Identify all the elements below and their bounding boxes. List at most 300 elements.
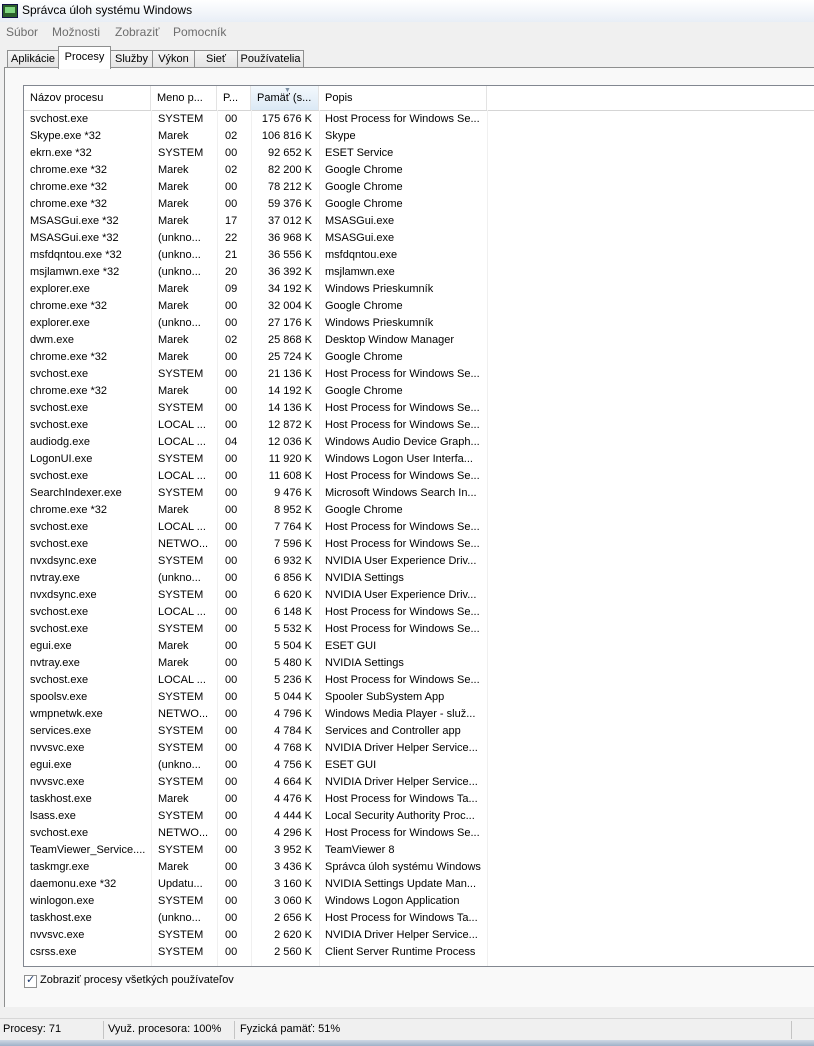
cell-description: Desktop Window Manager: [325, 334, 455, 346]
cell-memory: 175 676 K: [261, 113, 312, 125]
cell-cpu: 00: [225, 895, 238, 907]
table-row[interactable]: [24, 536, 814, 553]
cell-description: Host Process for Windows Se...: [325, 419, 480, 431]
cell-description: Microsoft Windows Search In...: [325, 487, 477, 499]
cell-process-name: chrome.exe *32: [30, 504, 108, 516]
column-header-label: Popis: [325, 92, 353, 104]
table-row[interactable]: [24, 451, 814, 468]
table-row[interactable]: [24, 587, 814, 604]
cell-user-name: Marek: [158, 283, 189, 295]
cell-user-name: Marek: [158, 504, 189, 516]
menu-options[interactable]: Možnosti: [52, 25, 101, 39]
column-header-label: P...: [223, 92, 239, 104]
cell-memory: 14 136 K: [267, 402, 312, 414]
cell-cpu: 00: [225, 623, 238, 635]
cell-process-name: ekrn.exe *32: [30, 147, 92, 159]
cell-user-name: SYSTEM: [158, 555, 204, 567]
table-row[interactable]: [24, 638, 814, 655]
status-divider: [103, 1021, 104, 1039]
cell-description: Host Process for Windows Se...: [325, 623, 480, 635]
cell-process-name: daemonu.exe *32: [30, 878, 117, 890]
show-all-users-label: Zobraziť procesy všetkých používateľov: [40, 974, 234, 986]
cell-cpu: 04: [225, 436, 238, 448]
cell-memory: 2 620 K: [274, 929, 312, 941]
cell-memory: 5 480 K: [274, 657, 312, 669]
cell-user-name: SYSTEM: [158, 844, 204, 856]
cell-process-name: Skype.exe *32: [30, 130, 101, 142]
table-row[interactable]: [24, 570, 814, 587]
cell-user-name: SYSTEM: [158, 946, 204, 958]
show-all-users-checkbox[interactable]: [24, 975, 37, 988]
cell-cpu: 00: [225, 572, 238, 584]
cell-cpu: 22: [225, 232, 238, 244]
tab-applications[interactable]: Aplikácie: [7, 50, 59, 68]
table-row[interactable]: [24, 757, 814, 774]
cell-user-name: LOCAL ...: [158, 470, 206, 482]
cell-user-name: Marek: [158, 351, 189, 363]
cell-description: Host Process for Windows Se...: [325, 470, 480, 482]
cell-memory: 27 176 K: [267, 317, 312, 329]
column-header-cpu[interactable]: [217, 86, 251, 110]
cell-process-name: egui.exe: [30, 640, 72, 652]
cell-description: MSASGui.exe: [325, 232, 395, 244]
column-header-description[interactable]: [319, 86, 487, 110]
cell-description: Host Process for Windows Se...: [325, 402, 480, 414]
cell-description: ESET GUI: [325, 640, 377, 652]
cell-description: Windows Audio Device Graph...: [325, 436, 480, 448]
table-row[interactable]: [24, 502, 814, 519]
cell-process-name: svchost.exe: [30, 419, 89, 431]
tab-performance[interactable]: Výkon: [152, 50, 195, 68]
table-row[interactable]: [24, 672, 814, 689]
menu-file[interactable]: Súbor: [6, 25, 39, 39]
cell-process-name: SearchIndexer.exe: [30, 487, 122, 499]
cell-user-name: SYSTEM: [158, 776, 204, 788]
cell-user-name: (unkno...: [158, 912, 201, 924]
status-cpu: Využ. procesora: 100%: [108, 1023, 222, 1035]
cell-cpu: 00: [225, 776, 238, 788]
cell-user-name: Marek: [158, 385, 189, 397]
window-title: Správca úloh systému Windows: [22, 3, 193, 17]
cell-process-name: nvvsvc.exe: [30, 742, 85, 754]
table-row[interactable]: [24, 366, 814, 383]
column-header-process-name[interactable]: [24, 86, 151, 110]
cell-cpu: 02: [225, 164, 238, 176]
cell-process-name: nvxdsync.exe: [30, 589, 97, 601]
table-row[interactable]: [24, 944, 814, 961]
cell-process-name: dwm.exe: [30, 334, 75, 346]
table-row[interactable]: [24, 689, 814, 706]
cell-user-name: (unkno...: [158, 266, 201, 278]
menu-view[interactable]: Zobraziť: [115, 25, 160, 39]
table-row[interactable]: [24, 315, 814, 332]
cell-cpu: 00: [225, 844, 238, 856]
cell-cpu: 00: [225, 470, 238, 482]
table-row[interactable]: [24, 145, 814, 162]
cell-cpu: 00: [225, 793, 238, 805]
cell-cpu: 00: [225, 538, 238, 550]
cell-cpu: 00: [225, 113, 238, 125]
table-row[interactable]: [24, 281, 814, 298]
cell-description: ESET GUI: [325, 759, 377, 771]
table-row[interactable]: [24, 655, 814, 672]
cell-process-name: svchost.exe: [30, 521, 89, 533]
cell-user-name: (unkno...: [158, 572, 201, 584]
cell-cpu: 00: [225, 708, 238, 720]
cell-process-name: explorer.exe: [30, 317, 90, 329]
cell-memory: 7 596 K: [274, 538, 312, 550]
cell-process-name: egui.exe: [30, 759, 72, 771]
cell-user-name: LOCAL ...: [158, 419, 206, 431]
cell-memory: 34 192 K: [267, 283, 312, 295]
cell-memory: 6 856 K: [274, 572, 312, 584]
cell-description: NVIDIA User Experience Driv...: [325, 589, 477, 601]
table-row[interactable]: [24, 349, 814, 366]
cell-description: Host Process for Windows Se...: [325, 827, 480, 839]
cell-cpu: 00: [225, 181, 238, 193]
cell-description: NVIDIA Settings Update Man...: [325, 878, 477, 890]
cell-memory: 6 148 K: [274, 606, 312, 618]
cell-process-name: nvtray.exe: [30, 572, 80, 584]
cell-process-name: explorer.exe: [30, 283, 90, 295]
status-divider: [234, 1021, 235, 1039]
cell-memory: 92 652 K: [267, 147, 312, 159]
cell-cpu: 00: [225, 521, 238, 533]
cell-memory: 36 556 K: [267, 249, 312, 261]
cell-user-name: SYSTEM: [158, 487, 204, 499]
table-row[interactable]: [24, 468, 814, 485]
cell-memory: 25 724 K: [267, 351, 312, 363]
cell-process-name: svchost.exe: [30, 827, 89, 839]
cell-process-name: MSASGui.exe *32: [30, 215, 119, 227]
cell-user-name: (unkno...: [158, 249, 201, 261]
cell-description: Windows Prieskumník: [325, 317, 434, 329]
cell-description: TeamViewer 8: [325, 844, 395, 856]
process-rows: [24, 111, 814, 961]
cell-description: NVIDIA Driver Helper Service...: [325, 742, 478, 754]
cell-memory: 82 200 K: [267, 164, 312, 176]
cell-memory: 3 060 K: [274, 895, 312, 907]
cell-cpu: 00: [225, 453, 238, 465]
table-row[interactable]: [24, 298, 814, 315]
menu-bar: [0, 22, 814, 41]
cell-memory: 36 392 K: [267, 266, 312, 278]
table-row[interactable]: [24, 128, 814, 145]
checkmark-icon: ✓: [26, 973, 36, 986]
cell-memory: 4 796 K: [274, 708, 312, 720]
cell-cpu: 00: [225, 640, 238, 652]
table-row[interactable]: [24, 876, 814, 893]
table-row[interactable]: [24, 553, 814, 570]
cell-process-name: spoolsv.exe: [30, 691, 88, 703]
cell-description: NVIDIA User Experience Driv...: [325, 555, 477, 567]
cell-memory: 4 444 K: [274, 810, 312, 822]
tab-services[interactable]: Služby: [110, 50, 153, 68]
table-row[interactable]: [24, 927, 814, 944]
cell-process-name: TeamViewer_Service....: [30, 844, 146, 856]
cell-memory: 6 620 K: [274, 589, 312, 601]
cell-user-name: NETWO...: [158, 538, 209, 550]
cell-memory: 3 436 K: [274, 861, 312, 873]
table-row[interactable]: [24, 706, 814, 723]
cell-description: Host Process for Windows Se...: [325, 368, 480, 380]
cell-user-name: NETWO...: [158, 827, 209, 839]
cell-memory: 14 192 K: [267, 385, 312, 397]
table-row[interactable]: [24, 485, 814, 502]
cell-description: NVIDIA Settings: [325, 572, 404, 584]
table-row[interactable]: [24, 910, 814, 927]
cell-user-name: NETWO...: [158, 708, 209, 720]
table-row[interactable]: [24, 434, 814, 451]
status-processes: Procesy: 71: [3, 1023, 62, 1035]
table-row[interactable]: [24, 179, 814, 196]
cell-memory: 5 532 K: [274, 623, 312, 635]
table-row[interactable]: [24, 859, 814, 876]
cell-cpu: 02: [225, 334, 238, 346]
table-row[interactable]: [24, 196, 814, 213]
table-row[interactable]: [24, 893, 814, 910]
cell-memory: 12 036 K: [267, 436, 312, 448]
cell-user-name: SYSTEM: [158, 402, 204, 414]
cell-memory: 4 296 K: [274, 827, 312, 839]
cell-memory: 106 816 K: [261, 130, 312, 142]
cell-description: Windows Logon Application: [325, 895, 460, 907]
cell-cpu: 00: [225, 691, 238, 703]
cell-process-name: MSASGui.exe *32: [30, 232, 119, 244]
cell-description: NVIDIA Driver Helper Service...: [325, 929, 478, 941]
cell-process-name: chrome.exe *32: [30, 300, 108, 312]
column-header-memory[interactable]: [251, 86, 319, 110]
cell-description: Google Chrome: [325, 181, 403, 193]
cell-process-name: wmpnetwk.exe: [30, 708, 103, 720]
cell-description: Host Process for Windows Ta...: [325, 793, 478, 805]
cell-cpu: 00: [225, 759, 238, 771]
cell-user-name: (unkno...: [158, 759, 201, 771]
cell-description: Host Process for Windows Se...: [325, 538, 480, 550]
cell-memory: 59 376 K: [267, 198, 312, 210]
cell-description: Host Process for Windows Se...: [325, 606, 480, 618]
cell-memory: 9 476 K: [274, 487, 312, 499]
cell-user-name: Marek: [158, 181, 189, 193]
cell-cpu: 00: [225, 946, 238, 958]
cell-user-name: SYSTEM: [158, 725, 204, 737]
cell-process-name: winlogon.exe: [30, 895, 95, 907]
cell-cpu: 09: [225, 283, 238, 295]
cell-description: Host Process for Windows Se...: [325, 674, 480, 686]
cell-process-name: msfdqntou.exe *32: [30, 249, 122, 261]
cell-description: Host Process for Windows Se...: [325, 521, 480, 533]
cell-cpu: 02: [225, 130, 238, 142]
table-row[interactable]: [24, 808, 814, 825]
table-row[interactable]: [24, 230, 814, 247]
cell-cpu: 00: [225, 555, 238, 567]
cell-memory: 21 136 K: [267, 368, 312, 380]
cell-user-name: LOCAL ...: [158, 521, 206, 533]
task-manager-icon: [2, 4, 18, 18]
table-row[interactable]: [24, 383, 814, 400]
cell-user-name: Marek: [158, 300, 189, 312]
cell-memory: 5 044 K: [274, 691, 312, 703]
cell-memory: 32 004 K: [267, 300, 312, 312]
table-row[interactable]: [24, 332, 814, 349]
menu-help[interactable]: Pomocník: [173, 25, 227, 39]
table-row[interactable]: [24, 842, 814, 859]
cell-memory: 4 784 K: [274, 725, 312, 737]
cell-user-name: Marek: [158, 657, 189, 669]
cell-process-name: services.exe: [30, 725, 92, 737]
tab-network[interactable]: Sieť: [194, 50, 238, 68]
cell-description: msjlamwn.exe: [325, 266, 395, 278]
cell-process-name: svchost.exe: [30, 113, 89, 125]
table-row[interactable]: [24, 400, 814, 417]
cell-user-name: (unkno...: [158, 317, 201, 329]
table-row[interactable]: [24, 791, 814, 808]
cell-memory: 36 968 K: [267, 232, 312, 244]
cell-cpu: 00: [225, 487, 238, 499]
cell-user-name: SYSTEM: [158, 368, 204, 380]
cell-user-name: Marek: [158, 640, 189, 652]
cell-description: Google Chrome: [325, 164, 403, 176]
cell-memory: 11 608 K: [268, 470, 312, 482]
cell-cpu: 00: [225, 385, 238, 397]
table-row[interactable]: [24, 519, 814, 536]
status-bar: [0, 1018, 814, 1041]
table-row[interactable]: [24, 111, 814, 128]
cell-cpu: 00: [225, 606, 238, 618]
cell-memory: 7 764 K: [274, 521, 312, 533]
sort-descending-icon: ▼: [284, 87, 291, 94]
cell-process-name: nvvsvc.exe: [30, 929, 85, 941]
cell-cpu: 00: [225, 742, 238, 754]
cell-memory: 3 952 K: [274, 844, 312, 856]
table-row[interactable]: [24, 723, 814, 740]
cell-memory: 12 872 K: [267, 419, 312, 431]
cell-process-name: svchost.exe: [30, 368, 89, 380]
cell-process-name: nvtray.exe: [30, 657, 80, 669]
cell-memory: 2 560 K: [274, 946, 312, 958]
cell-memory: 37 012 K: [267, 215, 312, 227]
cell-cpu: 00: [225, 827, 238, 839]
cell-description: Google Chrome: [325, 300, 403, 312]
cell-user-name: SYSTEM: [158, 147, 204, 159]
cell-description: Skype: [325, 130, 356, 142]
cell-user-name: (unkno...: [158, 232, 201, 244]
cell-memory: 4 664 K: [274, 776, 312, 788]
cell-process-name: chrome.exe *32: [30, 164, 108, 176]
table-row[interactable]: [24, 264, 814, 281]
cell-cpu: 21: [225, 249, 238, 261]
cell-user-name: SYSTEM: [158, 113, 204, 125]
cell-memory: 3 160 K: [274, 878, 312, 890]
cell-description: Windows Logon User Interfa...: [325, 453, 473, 465]
cell-cpu: 00: [225, 725, 238, 737]
cell-user-name: Marek: [158, 861, 189, 873]
column-header-label: Názov procesu: [30, 92, 104, 104]
table-row[interactable]: [24, 417, 814, 434]
cell-description: Host Process for Windows Se...: [325, 113, 480, 125]
cell-cpu: 00: [225, 198, 238, 210]
cell-cpu: 00: [225, 368, 238, 380]
cell-cpu: 00: [225, 419, 238, 431]
cell-user-name: SYSTEM: [158, 623, 204, 635]
cell-description: Google Chrome: [325, 504, 403, 516]
table-row[interactable]: [24, 213, 814, 230]
cell-description: Client Server Runtime Process: [325, 946, 476, 958]
cell-memory: 25 868 K: [267, 334, 312, 346]
cell-memory: 4 476 K: [274, 793, 312, 805]
tab-users[interactable]: Používatelia: [237, 50, 304, 68]
cell-memory: 4 768 K: [274, 742, 312, 754]
cell-cpu: 00: [225, 674, 238, 686]
cell-memory: 5 236 K: [274, 674, 312, 686]
table-row[interactable]: [24, 247, 814, 264]
status-memory: Fyzická pamäť: 51%: [240, 1023, 341, 1035]
cell-memory: 11 920 K: [268, 453, 312, 465]
cell-process-name: chrome.exe *32: [30, 181, 108, 193]
cell-user-name: LOCAL ...: [158, 606, 206, 618]
cell-description: Spooler SubSystem App: [325, 691, 445, 703]
cell-process-name: svchost.exe: [30, 402, 89, 414]
cell-user-name: LOCAL ...: [158, 436, 206, 448]
cell-cpu: 00: [225, 589, 238, 601]
column-header-user-name[interactable]: [151, 86, 217, 110]
cell-user-name: SYSTEM: [158, 691, 204, 703]
cell-cpu: 00: [225, 317, 238, 329]
cell-process-name: lsass.exe: [30, 810, 76, 822]
cell-cpu: 00: [225, 810, 238, 822]
tab-strip: [0, 46, 814, 68]
table-row[interactable]: [24, 825, 814, 842]
column-header-label: Meno p...: [157, 92, 203, 104]
cell-cpu: 00: [225, 351, 238, 363]
cell-process-name: csrss.exe: [30, 946, 77, 958]
table-row[interactable]: [24, 604, 814, 621]
table-row[interactable]: [24, 740, 814, 757]
cell-user-name: LOCAL ...: [158, 674, 206, 686]
cell-cpu: 00: [225, 861, 238, 873]
cell-cpu: 00: [225, 878, 238, 890]
list-header: [24, 86, 814, 111]
cell-user-name: Marek: [158, 215, 189, 227]
cell-process-name: nvxdsync.exe: [30, 555, 97, 567]
tab-processes[interactable]: Procesy: [58, 46, 111, 69]
process-list[interactable]: [23, 85, 814, 967]
cell-process-name: nvvsvc.exe: [30, 776, 85, 788]
cell-process-name: taskhost.exe: [30, 793, 92, 805]
cell-description: ESET Service: [325, 147, 394, 159]
cell-description: NVIDIA Settings: [325, 657, 404, 669]
cell-cpu: 20: [225, 266, 238, 278]
column-header-label: Pamäť (s...: [257, 92, 312, 104]
cell-description: Windows Media Player - služ...: [325, 708, 476, 720]
cell-description: Google Chrome: [325, 351, 403, 363]
cell-cpu: 00: [225, 300, 238, 312]
status-divider: [791, 1021, 792, 1039]
cell-memory: 8 952 K: [274, 504, 312, 516]
cell-description: Správca úloh systému Windows: [325, 861, 481, 873]
cell-process-name: svchost.exe: [30, 470, 89, 482]
cell-process-name: chrome.exe *32: [30, 351, 108, 363]
table-row[interactable]: [24, 162, 814, 179]
cell-process-name: svchost.exe: [30, 623, 89, 635]
cell-process-name: chrome.exe *32: [30, 385, 108, 397]
cell-user-name: Marek: [158, 334, 189, 346]
table-row[interactable]: [24, 621, 814, 638]
cell-user-name: SYSTEM: [158, 453, 204, 465]
cell-memory: 5 504 K: [274, 640, 312, 652]
table-row[interactable]: [24, 774, 814, 791]
column-header-filler: [487, 86, 814, 110]
